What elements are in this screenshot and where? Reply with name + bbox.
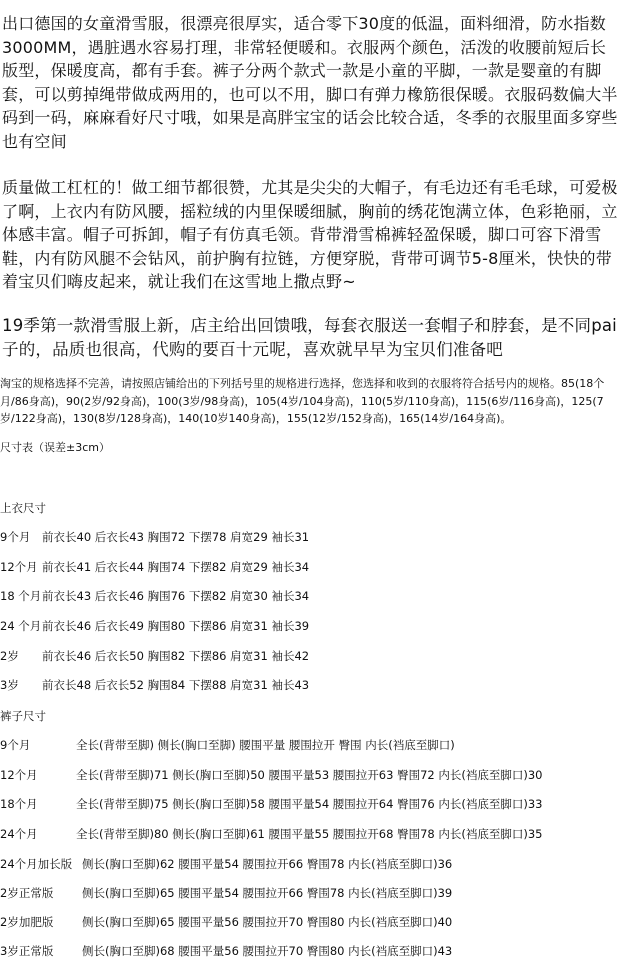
pants-size-row bbox=[0, 914, 452, 930]
row-age: 2岁加肥版 bbox=[0, 915, 54, 929]
top-size-row bbox=[0, 648, 309, 664]
pants-size-row bbox=[0, 796, 543, 812]
row-age: 24个月 bbox=[0, 827, 38, 841]
pants-size-row bbox=[0, 943, 452, 959]
row-age: 24个月加长版 bbox=[0, 857, 73, 871]
row-spec: 侧长(胸口至脚)62 腰围平量54 腰围拉开66 臀围78 内长(裆底至脚口)36 bbox=[82, 857, 453, 871]
row-age: 12个月 bbox=[0, 560, 38, 574]
row-spec: 前衣长46 后衣长50 胸围82 下摆86 肩宽31 袖长42 bbox=[42, 649, 310, 663]
size-table-title: 尺寸表（误差±3cm） bbox=[0, 441, 110, 454]
row-spec: 全长(背带至脚) 侧长(胸口至脚) 腰围平量 腰围拉开 臀围 内长(裆底至脚口) bbox=[76, 738, 455, 752]
row-age: 9个月 bbox=[0, 738, 31, 752]
row-age: 3岁 bbox=[0, 678, 19, 692]
row-spec: 全长(背带至脚)75 侧长(胸口至脚)58 腰围平量54 腰围拉开64 臀围76 内长(裆底至脚口)33 bbox=[76, 797, 543, 811]
pants-size-row bbox=[0, 737, 455, 753]
row-age: 12个月 bbox=[0, 768, 38, 782]
promo-paragraph: 19季第一款滑雪服上新，店主给出回馈哦，每套衣服送一套帽子和脖套，是不同pai子的，品质也很高，代购的要百十元呢，喜欢就早早为宝贝们准备吧 bbox=[2, 316, 617, 359]
row-spec: 前衣长43 后衣长46 胸围76 下摆82 肩宽30 袖长34 bbox=[42, 589, 310, 603]
pants-size-row bbox=[0, 826, 543, 842]
row-spec: 前衣长48 后衣长52 胸围84 下摆88 肩宽31 袖长43 bbox=[42, 678, 310, 692]
row-age: 18 个月 bbox=[0, 589, 42, 603]
quality-paragraph: 质量做工杠杠的！做工细节都很赞，尤其是尖尖的大帽子，有毛边还有毛毛球，可爱极了啊，上衣内有防风腰，摇粒绒的内里保暖细腻，胸前的绣花饱满立体，色彩艳丽，立体感丰富。帽子可拆卸，帽子有仿真毛领。背带滑雪棉裤轻盈保暖，脚口可容下滑雪鞋，内有防风腿不会钻风，前护胸有拉链，方便穿脱，背带可调节5-8厘米，快快的带着宝贝们嗨皮起来，就让我们在这雪地上撒点野~ bbox=[2, 178, 618, 291]
pants-sizes-heading: 裤子尺寸 bbox=[0, 709, 46, 723]
row-spec: 前衣长41 后衣长44 胸围74 下摆82 肩宽29 袖长34 bbox=[42, 560, 310, 574]
top-size-row bbox=[0, 618, 309, 634]
row-age: 2岁正常版 bbox=[0, 886, 54, 900]
row-age: 9个月 bbox=[0, 530, 31, 544]
pants-size-row bbox=[0, 767, 543, 783]
row-spec: 侧长(胸口至脚)65 腰围平量54 腰围拉开66 臀围78 内长(裆底至脚口)39 bbox=[82, 886, 453, 900]
row-age: 2岁 bbox=[0, 649, 19, 663]
pants-size-row bbox=[0, 856, 452, 872]
top-size-row bbox=[0, 588, 309, 604]
pants-size-row bbox=[0, 885, 452, 901]
top-size-row bbox=[0, 677, 309, 693]
row-spec: 全长(背带至脚)80 侧长(胸口至脚)61 腰围平量55 腰围拉开68 臀围78 内长(裆底至脚口)35 bbox=[76, 827, 543, 841]
top-size-row bbox=[0, 529, 309, 545]
row-spec: 侧长(胸口至脚)65 腰围平量56 腰围拉开70 臀围80 内长(裆底至脚口)40 bbox=[82, 915, 453, 929]
row-spec: 全长(背带至脚)71 侧长(胸口至脚)50 腰围平量53 腰围拉开63 臀围72 内长(裆底至脚口)30 bbox=[76, 768, 543, 782]
row-age: 18个月 bbox=[0, 797, 38, 811]
row-spec: 侧长(胸口至脚)68 腰围平量56 腰围拉开70 臀围80 内长(裆底至脚口)43 bbox=[82, 944, 453, 958]
row-age: 24 个月 bbox=[0, 619, 42, 633]
spec-note: 淘宝的规格选择不完善，请按照店铺给出的下列括号里的规格进行选择，您选择和收到的衣服将符合括号内的规格。85(18个月/86身高)，90(2岁/92身高)，100(3岁/98身高)，105(4岁/104身高)，110(5岁/110身高)，115(6岁/116身高)，125(7岁/122身高)，130(8岁/128身高)，140(10岁140身高)，155(12岁/152身高)，165(14岁/164身高)。 bbox=[0, 377, 605, 425]
top-size-row bbox=[0, 559, 309, 575]
top-sizes-heading: 上衣尺寸 bbox=[0, 501, 46, 515]
description-paragraph: 出口德国的女童滑雪服，很漂亮很厚实，适合零下30度的低温，面料细滑，防水指数3000MM，遇脏遇水容易打理，非常轻便暖和。衣服两个颜色，活泼的收腰前短后长版型，保暖度高，都有手套。裤子分两个款式一款是小童的平脚，一款是婴童的有脚套，可以剪掉绳带做成两用的，也可以不用，脚口有弹力橡筋很保暖。衣服码数偏大半码到一码，麻麻看好尺寸哦，如果是高胖宝宝的话会比较合适，冬季的衣服里面多穿些也有空间 bbox=[2, 14, 618, 151]
row-spec: 前衣长40 后衣长43 胸围72 下摆78 肩宽29 袖长31 bbox=[42, 530, 310, 544]
row-age: 3岁正常版 bbox=[0, 944, 54, 958]
row-spec: 前衣长46 后衣长49 胸围80 下摆86 肩宽31 袖长39 bbox=[42, 619, 310, 633]
